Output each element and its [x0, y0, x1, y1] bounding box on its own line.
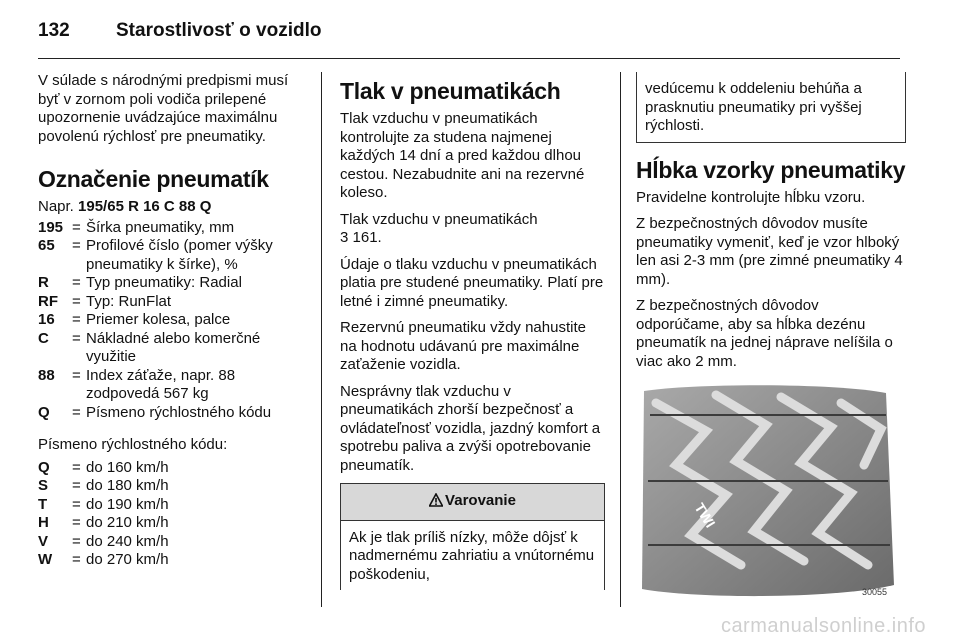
speed-code-intro: Písmeno rýchlostného kódu: [38, 436, 228, 453]
warning-header [341, 484, 604, 521]
speed-code-list [38, 459, 310, 570]
speed-value: do 270 km/h [86, 551, 169, 568]
definition-eq: = [72, 311, 81, 328]
section-heading-tire-pressure: Tlak v pneumatikách [340, 78, 561, 104]
definition-value: Priemer kolesa, palce [86, 311, 231, 328]
column-1 [38, 72, 310, 580]
tire-tread-illustration [636, 385, 900, 600]
definition-key: R [38, 274, 49, 291]
definition-key: Q [38, 403, 50, 421]
definition-key: RF [38, 292, 58, 310]
column-2 [340, 72, 605, 590]
speed-row [38, 551, 310, 570]
definition-key: 195 [38, 218, 64, 236]
speed-eq: = [72, 551, 81, 568]
definition-row [38, 219, 310, 238]
definition-eq: = [72, 292, 81, 310]
definition-row [38, 237, 310, 274]
speed-value: do 180 km/h [86, 477, 169, 494]
page-header [38, 20, 321, 50]
pressure-paragraph-4: Rezervnú pneumatiku vždy nahustite na hodnotu udávanú pre maximálne zaťaženie vozidla. [340, 319, 586, 373]
definition-eq: = [72, 329, 81, 347]
page-number: 132 [38, 20, 70, 41]
speed-eq: = [72, 477, 81, 494]
pressure-paragraph-3: Údaje o tlaku vzduchu v pneumatikách platia pre studené pneumatiky. Platí pre letné i zimné pneumatiky. [340, 255, 604, 310]
speed-value: do 190 km/h [86, 495, 169, 513]
column-divider-1 [321, 72, 322, 607]
definition-eq: = [72, 274, 81, 291]
warning-title: Varovanie [445, 492, 516, 509]
definition-eq: = [72, 403, 81, 421]
section-heading-tire-marking: Označenie pneumatík [38, 166, 269, 192]
speed-key: T [38, 495, 48, 513]
definition-value: Písmeno rýchlostného kódu [86, 403, 272, 421]
speed-eq: = [72, 514, 81, 531]
definition-eq: = [72, 237, 81, 254]
tread-paragraph-2: Z bezpečnostných dôvodov musíte pneumatiky vymeniť, keď je vzor hlboký len asi 2-3 mm (pre zimné pneumatiky 4 mm). [636, 215, 903, 288]
speed-key: H [38, 514, 49, 531]
definition-key: 16 [38, 311, 55, 328]
example-code: 195/65 R 16 C 88 Q [78, 198, 212, 215]
pressure-ref-text: Tlak vzduchu v pneumatikách [340, 210, 538, 228]
speed-key: W [38, 551, 53, 568]
definition-row [38, 311, 310, 330]
definition-eq: = [72, 218, 81, 236]
pressure-paragraph-1: Tlak vzduchu v pneumatikách kontrolujte za studena najmenej každých 14 dní a pred každou dlhou cestou. Nezabudnite ani na rezervné koleso. [340, 110, 585, 201]
column-3 [636, 72, 906, 600]
definition-value: Typ: RunFlat [86, 292, 172, 310]
speed-eq: = [72, 458, 81, 476]
speed-eq: = [72, 532, 81, 550]
speed-key: V [38, 532, 49, 550]
definition-row [38, 274, 310, 293]
definition-row [38, 330, 310, 367]
definition-value: Typ pneumatiky: Radial [86, 274, 242, 291]
speed-key: S [38, 477, 49, 494]
definition-key: C [38, 329, 49, 347]
speed-row [38, 533, 310, 552]
page-reference-link[interactable]: 3 161. [340, 229, 382, 246]
intro-paragraph: V súlade s národnými predpismi musí byť v zornom poli vodiča prilepené upozornenie uvádzajúce maximálnu povolenú rýchlosť pre pneumatiky. [38, 72, 289, 145]
pressure-paragraph-5: Nesprávny tlak vzduchu v pneumatikách zhorší bezpečnosť a ovládateľnosť vozidla, jazdný komfort a spotrebu paliva a zvýši opotrebovanie pneumatík. [340, 382, 601, 474]
watermark: carmanualsonline.info [720, 615, 926, 637]
speed-value: do 210 km/h [86, 514, 169, 531]
definition-value: Nákladné alebo komerčné využitie [86, 329, 261, 365]
definition-value: Šírka pneumatiky, mm [86, 218, 235, 236]
page-title: Starostlivosť o vozidlo [116, 20, 322, 41]
speed-row [38, 496, 310, 515]
example-prefix: Napr. [38, 198, 74, 215]
speed-value: do 240 km/h [86, 532, 169, 550]
speed-row [38, 514, 310, 533]
speed-row [38, 477, 310, 496]
warning-body: Ak je tlak príliš nízky, môže dôjsť k nadmernému zahriatiu a vnútornému poškodeniu, [349, 528, 595, 583]
tire-code-example [38, 198, 310, 217]
speed-row [38, 459, 310, 478]
warning-box [340, 483, 605, 590]
tread-paragraph-1: Pravidelne kontrolujte hĺbku vzoru. [636, 188, 866, 206]
definition-row [38, 367, 310, 404]
definition-key: 88 [38, 366, 55, 384]
definition-value: Index záťaže, napr. 88 zodpovedá 567 kg [86, 366, 236, 402]
definition-eq: = [72, 366, 81, 384]
speed-eq: = [72, 495, 81, 513]
definition-row [38, 404, 310, 423]
section-heading-tread-depth: Hĺbka vzorky pneumatiky [636, 156, 906, 183]
speed-value: do 160 km/h [86, 458, 169, 476]
tire-code-definitions [38, 219, 310, 423]
header-divider [38, 58, 900, 59]
pressure-paragraph-2 [340, 211, 605, 248]
twi-label: TWI [691, 500, 719, 531]
definition-key: 65 [38, 237, 55, 254]
definition-value: Profilové číslo (pomer výšky pneumatiky k šírke), % [86, 237, 273, 273]
speed-key: Q [38, 458, 50, 476]
warning-icon [429, 493, 443, 513]
tread-paragraph-3: Z bezpečnostných dôvodov odporúčame, aby sa hĺbka dezénu pneumatík na jednej náprave nelíšila o viac ako 2 mm. [636, 297, 893, 370]
warning-continuation: vedúcemu k oddeleniu behúňa a prasknutiu pneumatiky pri vyššej rýchlosti. [636, 72, 906, 143]
column-divider-2 [620, 72, 621, 607]
definition-row [38, 293, 310, 312]
image-number: 30055 [862, 587, 888, 597]
